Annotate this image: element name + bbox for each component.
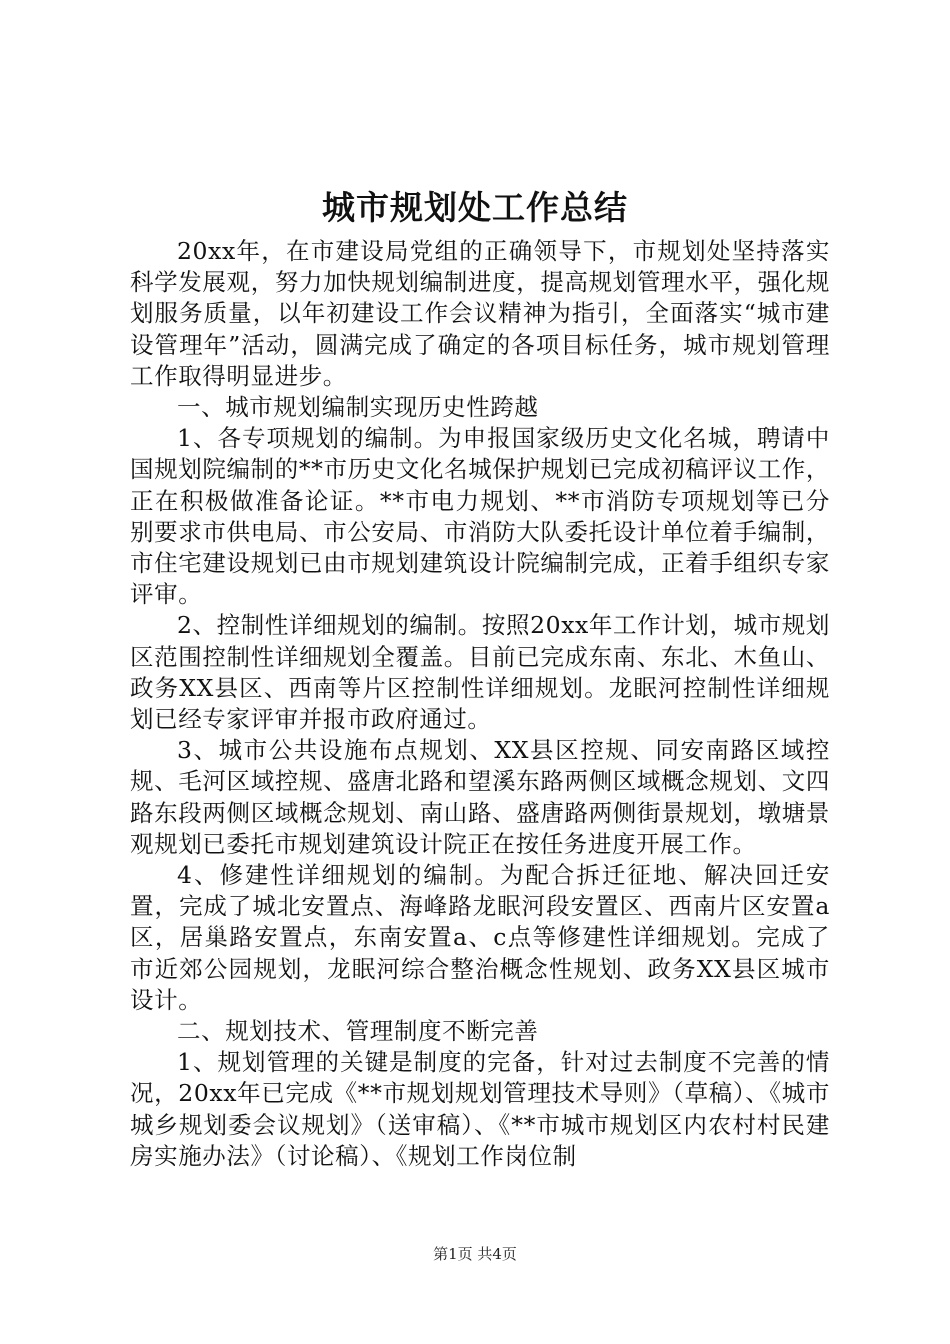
- page-number-footer: 第1页 共4页: [433, 1245, 517, 1263]
- paragraph-1-4: 4、修建性详细规划的编制。为配合拆迁征地、解决回迁安置，完成了城北安置点、海峰路龙眠河段安置区、西南片区安置a区，居巢路安置点，东南安置a、c点等修建性详细规划。完成了市近郊公园规划，龙眠河综合整治概念性规划、政务XX县区城市设计。: [130, 861, 830, 1014]
- section-heading-1: 一、城市规划编制实现历史性跨越: [177, 393, 539, 422]
- paragraph-1-2: 2、控制性详细规划的编制。按照20xx年工作计划，城市规划区范围控制性详细规划全覆盖。目前已完成东南、东北、木鱼山、政务XX县区、西南等片区控制性详细规划。龙眠河控制性详细规划已经专家评审并报市政府通过。: [130, 611, 830, 734]
- paragraph-1-1: 1、各专项规划的编制。为申报国家级历史文化名城，聘请中国规划院编制的**市历史文化名城保护规划已完成初稿评议工作，正在积极做准备论证。**市电力规划、**市消防专项规划等已分别要求市供电局、市公安局、市消防大队委托设计单位着手编制，市住宅建设规划已由市规划建筑设计院编制完成，正着手组织专家评审。: [130, 424, 830, 609]
- document-title: 城市规划处工作总结: [322, 188, 628, 227]
- paragraph-1-3: 3、城市公共设施布点规划、XX县区控规、同安南路区域控规、毛河区域控规、盛唐北路和望溪东路两侧区域概念规划、文四路东段两侧区域概念规划、南山路、盛唐路两侧街景规划，墩塘景观规划已委托市规划建筑设计院正在按任务进度开展工作。: [130, 736, 830, 858]
- document-body: [130, 236, 830, 1172]
- section-heading-2: 二、规划技术、管理制度不断完善: [177, 1017, 539, 1046]
- paragraph-2-1: 1、规划管理的关键是制度的完备，针对过去制度不完善的情况，20xx年已完成《**市规划规划管理技术导则》（草稿）、《城市城乡规划委会议规划》（送审稿）、《**市城市规划区内农村村民建房实施办法》（讨论稿）、《规划工作岗位制: [130, 1048, 830, 1170]
- paragraph-intro: 20xx年，在市建设局党组的正确领导下，市规划处坚持落实科学发展观，努力加快规划编制进度，提高规划管理水平，强化规划服务质量，以年初建设工作会议精神为指引，全面落实“城市建设管理年”活动，圆满完成了确定的各项目标任务，城市规划管理工作取得明显进步。: [130, 237, 830, 390]
